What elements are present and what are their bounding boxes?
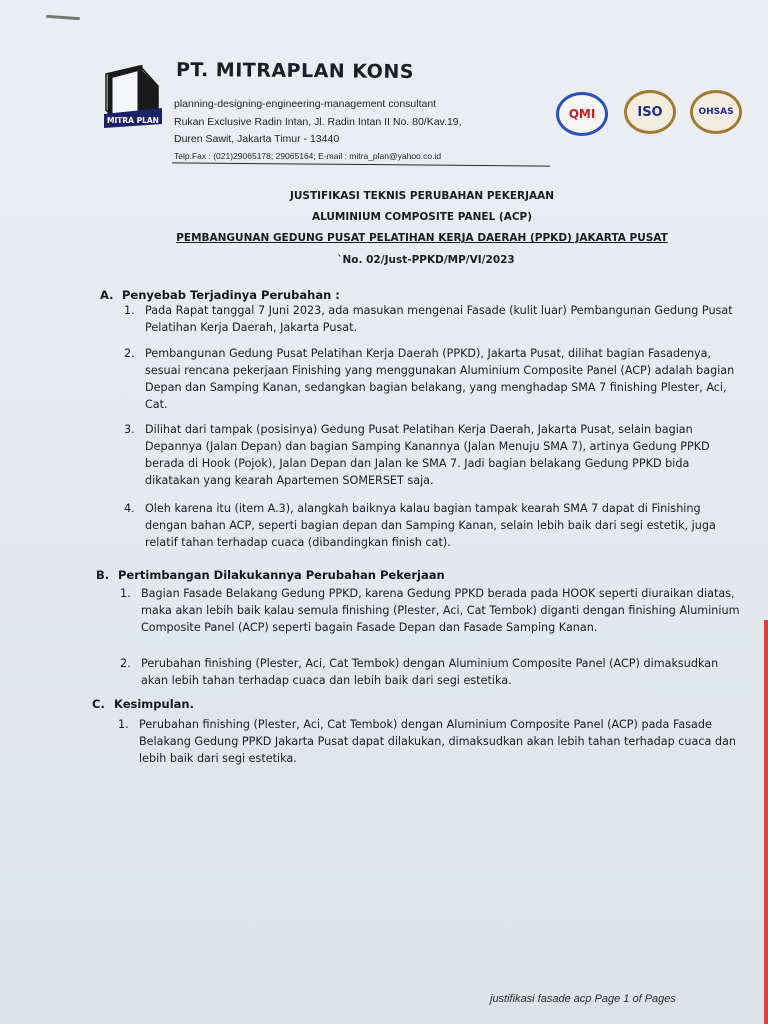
section-a-heading <box>100 288 340 302</box>
staple <box>46 15 80 20</box>
doc-title-line-2: ALUMINIUM COMPOSITE PANEL (ACP) <box>311 211 533 223</box>
contact-line: Telp.Fax : (021)29065178; 29065164; E-mail : mitra_plan@yahoo.co.id <box>174 151 442 161</box>
company-name: PT. MITRAPLAN KONS <box>175 58 415 84</box>
item-text: Dilihat dari tampak (posisinya) Gedung Pusat Pelatihan Kerja Daerah, Jakarta Pusat, selain bagian Depannya (Jalan Depan) dan bagian Samping Kanannya (Jalan Menuju SMA 7), artinya Gedung PPKD berada di Hook (Pojok), Jalan Depan dan Jalan ke SMA 7. Jadi bagian belakang Gedung PPKD bida dikatakan yang kearah Apartemen SOMERSET saja. <box>145 423 710 487</box>
company-tagline: planning-designing-engineering-management consultant <box>174 98 437 110</box>
item-number: 3. <box>124 423 135 436</box>
section-c-heading <box>92 697 194 711</box>
doc-title-line-1: JUSTIFIKASI TEKNIS PERUBAHAN PEKERJAAN <box>289 190 555 202</box>
doc-title-line-3: PEMBANGUNAN GEDUNG PUSAT PELATIHAN KERJA DAERAH (PPKD) JAKARTA PUSAT <box>176 232 668 244</box>
logo-text: MITRA PLAN <box>107 116 159 125</box>
section-b-heading <box>96 568 445 582</box>
section-b-title: Pertimbangan Dilakukannya Perubahan Pekerjaan <box>118 568 445 582</box>
ohsas-certification-badge <box>690 90 742 134</box>
section-a-letter: A. <box>100 288 114 302</box>
item-text: Perubahan finishing (Plester, Aci, Cat Tembok) dengan Aluminium Composite Panel (ACP) pada Fasade Belakang Gedung PPKD Jakarta Pusat dapat dilakukan, dimaksudkan akan lebih tahan terhadap cuaca dan lebih baik dari segi estetika. <box>139 718 736 765</box>
address-line-2: Duren Sawit, Jakarta Timur - 13440 <box>174 133 340 145</box>
item-number: 2. <box>124 347 135 360</box>
item-number: 2. <box>120 657 131 670</box>
list-item <box>124 302 744 336</box>
item-number: 4. <box>124 502 135 515</box>
item-text: Pada Rapat tanggal 7 Juni 2023, ada masukan mengenai Fasade (kulit luar) Pembangunan Gedung Pusat Pelatihan Kerja Daerah, Jakarta Pusat. <box>145 304 733 334</box>
item-text: Oleh karena itu (item A.3), alangkah baiknya kalau bagian tampak kearah SMA 7 dapat di Finishing dengan bahan ACP, seperti bagian depan dan Samping Kanan, selain lebih baik dari segi estetik, juga relatif tahan terhadap cuaca (dibandingkan finish cat). <box>145 502 716 549</box>
qmi-certification-badge <box>556 92 608 136</box>
section-b-letter: B. <box>96 568 110 582</box>
ohsas-label: OHSAS <box>698 107 734 117</box>
list-item <box>124 421 744 489</box>
section-c-title: Kesimpulan. <box>114 697 194 711</box>
item-text: Perubahan finishing (Plester, Aci, Cat Tembok) dengan Aluminium Composite Panel (ACP) dimaksudkan akan lebih tahan terhadap cuaca dan lebih baik dari segi estetika. <box>141 657 719 687</box>
item-number: 1. <box>124 304 135 317</box>
item-number: 1. <box>118 718 129 731</box>
qmi-label: QMI <box>568 107 596 121</box>
list-item <box>120 585 740 636</box>
item-number: 1. <box>120 587 131 600</box>
iso-label: ISO <box>637 104 663 120</box>
iso-certification-badge <box>624 90 676 134</box>
red-page-edge <box>764 620 768 1024</box>
item-text: Pembangunan Gedung Pusat Pelatihan Kerja Daerah (PPKD), Jakarta Pusat, dilihat bagian Fasadenya, sesuai rencana pekerjaan Finishing yang menggunakan Aluminium Composite Panel (ACP) adalah bagian Depan dan Samping Kanan, sedangkan bagian belakang, yang menghadap SMA 7 finishing Plester, Aci, Cat. <box>145 347 735 411</box>
list-item <box>120 655 740 689</box>
list-item <box>124 500 744 551</box>
doc-number: `No. 02/Just-PPKD/MP/VI/2023 <box>337 254 515 266</box>
section-a-title: Penyebab Terjadinya Perubahan : <box>122 288 340 302</box>
header-divider <box>172 162 550 166</box>
item-text: Bagian Fasade Belakang Gedung PPKD, karena Gedung PPKD berada pada HOOK seperti diuraikan diatas, maka akan lebih baik kalau semula finishing (Plester, Aci, Cat Tembok) diganti dengan finishing Aluminium Composite Panel (ACP) seperti bagain Fasade Depan dan Fasade Samping Kanan. <box>141 587 740 634</box>
list-item <box>124 345 744 413</box>
address-line-1: Rukan Exclusive Radin Intan, Jl. Radin Intan II No. 80/Kav.19, <box>174 116 462 128</box>
page-footer: justifikasi fasade acp Page 1 of Pages <box>490 993 676 1005</box>
list-item <box>118 716 738 767</box>
mitraplan-logo-icon <box>100 64 164 130</box>
section-c-letter: C. <box>92 697 105 711</box>
